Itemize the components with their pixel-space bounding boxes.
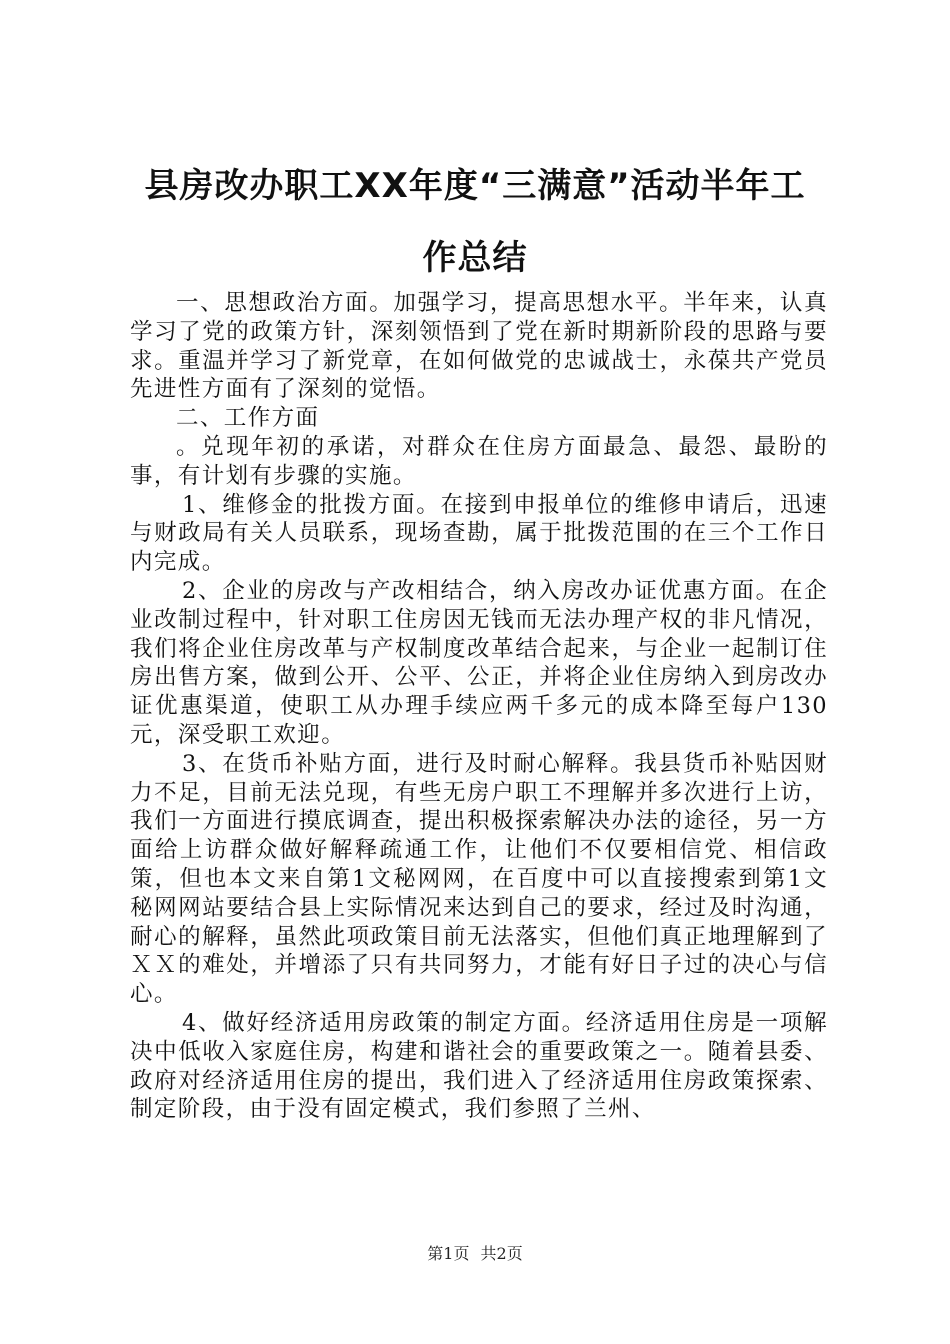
document-body	[130, 289, 828, 1124]
paragraph-maintenance-fund: 1、维修金的批拨方面。在接到申报单位的维修申请后，迅速与财政局有关人员联系，现场查勘，属于批拨范围的在三个工作日内完成。	[130, 491, 828, 576]
paragraph-work-heading: 二、工作方面	[176, 405, 320, 432]
title-line-2: 作总结	[422, 238, 528, 278]
paragraph-ideology: 一、思想政治方面。加强学习，提高思想水平。半年来，认真学习了党的政策方针，深刻领悟到了党在新时期新阶段的思路与要求。重温并学习了新党章，在如何做党的忠诚战士，永葆共产党员先进性方面有了深刻的觉悟。	[130, 290, 828, 403]
paragraph-enterprise-reform: 2、企业的房改与产改相结合，纳入房改办证优惠方面。在企业改制过程中，针对职工住房因无钱而无法办理产权的非凡情况，我们将企业住房改革与产权制度改革结合起来，与企业一起制订住房出售方案，做到公开、公平、公正，并将企业住房纳入到房改办证优惠渠道，使职工从办理手续应两千多元的成本降至每户130元，深受职工欢迎。	[130, 577, 828, 748]
paragraph-monetary-subsidy: 3、在货币补贴方面，进行及时耐心解释。我县货币补贴因财力不足，目前无法兑现，有些无房户职工不理解并多次进行上访，我们一方面进行摸底调查，提出积极探索解决办法的途径，另一方面给上访群众做好解释疏通工作，让他们不仅要相信党、相信政策，但也本文来自第1文秘网网，在百度中可以直接搜索到第1文秘网网站要结合县上实际情况来达到自己的要求，经过及时沟通，耐心的解释，虽然此项政策目前无法落实，但他们真正地理解到了ＸＸ的难处，并增添了只有共同努力，才能有好日子过的决心与信心。	[130, 750, 828, 1008]
page-footer	[0, 1244, 950, 1264]
title-line-1: 县房改办职工XX年度“三满意”活动半年工	[144, 166, 806, 206]
page-total: 共2页	[480, 1244, 523, 1263]
paragraph-affordable-housing: 4、做好经济适用房政策的制定方面。经济适用住房是一项解决中低收入家庭住房，构建和谐社会的重要政策之一。随着县委、政府对经济适用住房的提出，我们进入了经济适用住房政策探索、制定阶段，由于没有固定模式，我们参照了兰州、	[130, 1009, 828, 1123]
document-title	[110, 150, 840, 294]
page-number: 第1页	[427, 1244, 470, 1263]
paragraph-promise: 。兑现年初的承诺，对群众在住房方面最急、最怨、最盼的事，有计划有步骤的实施。	[130, 433, 828, 489]
